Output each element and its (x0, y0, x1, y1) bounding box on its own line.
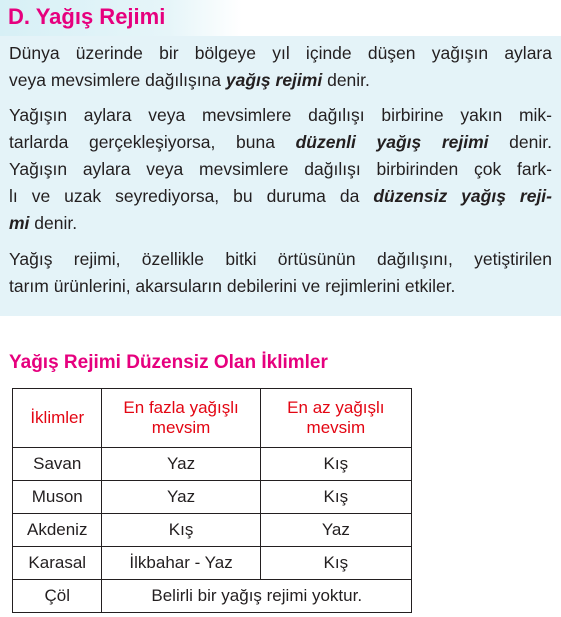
text-line (9, 183, 552, 210)
text-panel (0, 36, 561, 316)
header-least-rain (260, 389, 411, 448)
table-row (13, 580, 412, 613)
header-most-rain (102, 389, 260, 448)
table-row (13, 448, 412, 481)
cell-least: Kış (260, 481, 411, 514)
cell-most: Kış (102, 514, 260, 547)
header-text: En az yağışlı (287, 398, 385, 417)
header-text: mevsim (306, 418, 366, 437)
table-row (13, 547, 412, 580)
emphasis-term: düzensiz yağış reji- (373, 186, 552, 206)
emphasis-term: düzenli yağış rejimi (295, 132, 489, 152)
cell-note: Belirli bir yağış rejimi yoktur. (102, 580, 412, 613)
table-title: Yağış Rejimi Düzensiz Olan İklimler (9, 352, 328, 373)
text-line (9, 210, 552, 237)
emphasis-term: mi (9, 213, 30, 233)
text-line: Yağışın aylara veya mevsimlere dağılışı birbirine yakın mik- (9, 105, 552, 125)
text-line: Yağışın aylara veya mevsimlere dağılışı birbirinden çok fark- (9, 159, 552, 179)
text-line: tarım ürünlerini, akarsuların debilerini ve rejimlerini etkiler. (9, 276, 456, 296)
cell-climate: Karasal (13, 547, 102, 580)
section-title: D. Yağış Rejimi (8, 4, 166, 29)
paragraph-effects (9, 246, 552, 300)
text-line (9, 129, 552, 156)
header-climate: İklimler (13, 389, 102, 448)
cell-climate: Çöl (13, 580, 102, 613)
cell-least: Kış (260, 547, 411, 580)
text-span: veya mevsimlere dağılışına (9, 70, 226, 90)
cell-most: İlkbahar - Yaz (102, 547, 260, 580)
cell-climate: Savan (13, 448, 102, 481)
cell-most: Yaz (102, 481, 260, 514)
text-span: denir. (322, 70, 370, 90)
cell-least: Kış (260, 448, 411, 481)
text-line: Dünya üzerinde bir bölgeye yıl içinde düşen yağışın aylara (9, 43, 552, 63)
header-text: En fazla yağışlı (123, 398, 239, 417)
table-header-row (13, 389, 412, 448)
text-span: lı ve uzak seyrediyorsa, bu duruma da (9, 186, 374, 206)
text-span: tarlarda gerçekleşiyorsa, buna (9, 132, 296, 152)
cell-climate: Muson (13, 481, 102, 514)
table-row (13, 514, 412, 547)
text-line: Yağış rejimi, özellikle bitki örtüsünün dağılışını, yetiştirilen (9, 249, 552, 269)
header-text: mevsim (151, 418, 211, 437)
cell-most: Yaz (102, 448, 260, 481)
cell-climate: Akdeniz (13, 514, 102, 547)
table-row (13, 481, 412, 514)
text-span: denir. (488, 132, 552, 152)
text-line (9, 67, 552, 94)
climate-table (12, 388, 412, 613)
paragraph-definition (9, 40, 552, 94)
emphasis-term: yağış rejimi (225, 70, 323, 90)
paragraph-regime-types (9, 102, 552, 237)
cell-least: Yaz (260, 514, 411, 547)
text-span: denir. (29, 213, 78, 233)
